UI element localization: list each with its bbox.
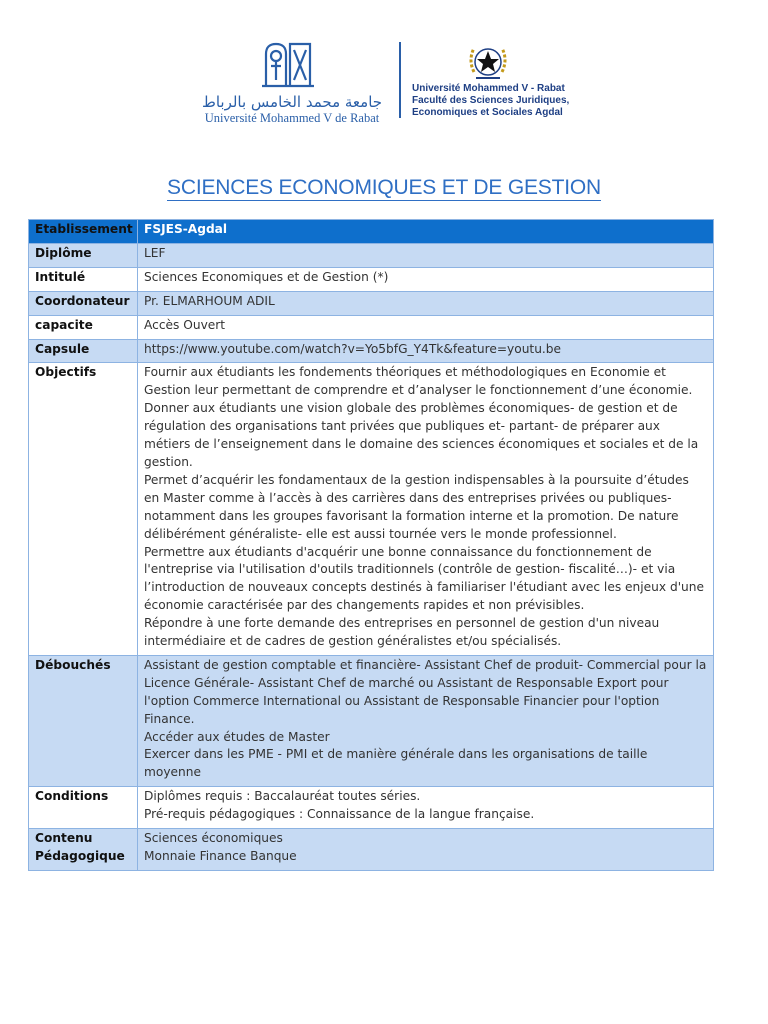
row-value — [138, 267, 714, 291]
row-value — [138, 220, 714, 244]
row-paragraph: Sciences économiques — [144, 831, 283, 846]
letterhead — [0, 36, 768, 126]
french-university-name: Université Mohammed V de Rabat — [204, 111, 380, 125]
table-row — [29, 363, 714, 656]
row-label: Conditions — [29, 787, 138, 829]
institution-name — [412, 83, 569, 119]
row-value — [138, 655, 714, 786]
arabic-university-name: جامعة محمد الخامس بالرباط — [201, 93, 383, 111]
institution-line: Faculté des Sciences Juridiques, — [412, 95, 570, 106]
row-paragraph: Permet d’acquérir les fondamentaux de la gestion indispensables à la poursuite d’études en Master comme à l’accès à des carrières dans des entreprises privées ou publiques- notamment dans les groupes favorisant la formation interne et la promotion. De nature délibérément généraliste- elle est aussi tournée vers le monde professionnel. — [144, 472, 689, 541]
faculty-emblem-icon — [466, 42, 510, 84]
row-paragraph: Accéder aux études de Master — [144, 729, 330, 744]
table-row — [29, 655, 714, 786]
row-paragraph: Exercer dans les PME - PMI et de manière générale dans les organisations de taille moyenne — [144, 747, 648, 780]
row-value — [138, 315, 714, 339]
row-paragraph: Permettre aux étudiants d'acquérir une bonne connaissance du fonctionnement de l'entreprise via l'utilisation d'outils traditionnels (contrôle de gestion- fiscalité…)- et via l’introduction de nouveaux concepts destinés à familiariser l'étudiant avec les enjeux d'une économie caractérisée par des changements rapides et non prévisibles. — [144, 544, 704, 613]
page-title: SCIENCES ECONOMIQUES ET DE GESTION — [167, 176, 601, 199]
row-label: Coordonateur — [29, 291, 138, 315]
table-row — [29, 220, 714, 244]
row-paragraph: Assistant de gestion comptable et financière- Assistant Chef de produit- Commercial pour la Licence Générale- Assistant Chef de marché ou Assistant de Responsable Export pour l'option Commerce International ou Assistant de Responsable Financier pour l'option Finance. — [144, 657, 707, 726]
row-label: capacite — [29, 315, 138, 339]
row-label: Etablissement — [29, 220, 138, 244]
row-label: Contenu Pédagogique — [29, 829, 138, 871]
row-value — [138, 243, 714, 267]
table-row — [29, 315, 714, 339]
program-info-table — [28, 219, 714, 871]
row-paragraph: Monnaie Finance Banque — [144, 849, 297, 863]
institution-line: Université Mohammed V - Rabat — [412, 83, 565, 94]
university-logo-icon — [260, 40, 316, 88]
header-divider — [399, 42, 401, 118]
table-row — [29, 291, 714, 315]
row-label: Débouchés — [29, 655, 138, 786]
row-paragraph: https://www.youtube.com/watch?v=Yo5bfG_Y4Tk&feature=youtu.be — [144, 341, 562, 356]
row-paragraph: Accès Ouvert — [144, 317, 226, 332]
row-value — [138, 339, 714, 363]
faculty-emblem — [466, 42, 510, 88]
row-label: Intitulé — [29, 267, 138, 291]
row-paragraph: Pré-requis pédagogiques : Connaissance de la langue française. — [144, 807, 535, 822]
table-row — [29, 787, 714, 829]
row-paragraph: Diplômes requis : Baccalauréat toutes séries. — [144, 789, 421, 804]
row-value — [138, 291, 714, 315]
page-title-wrap — [0, 176, 768, 200]
row-value — [138, 787, 714, 829]
row-label: Objectifs — [29, 363, 138, 656]
row-value — [138, 829, 714, 871]
row-value — [138, 363, 714, 656]
table-row — [29, 829, 714, 871]
row-label: Diplôme — [29, 243, 138, 267]
table-row — [29, 243, 714, 267]
table-row — [29, 267, 714, 291]
table-row — [29, 339, 714, 363]
row-paragraph: Donner aux étudiants une vision globale des problèmes économiques- de gestion et de régulation des organisations tant privées que publiques et- partant- de préparer aux métiers de l’enseignement dans le domaine des sciences économiques et sociales et de la gestion. — [144, 401, 699, 469]
row-paragraph: Répondre à une forte demande des entreprises en personnel de gestion d'un niveau intermédiaire et de cadres de gestion généralistes et/ou spécialisés. — [144, 616, 660, 649]
row-label: Capsule — [29, 339, 138, 363]
row-paragraph: FSJES-Agdal — [144, 222, 228, 236]
university-logo — [192, 40, 392, 126]
row-paragraph: Pr. ELMARHOUM ADIL — [144, 293, 275, 308]
institution-line: Economiques et Sociales Agdal — [412, 107, 563, 118]
row-paragraph: LEF — [144, 245, 166, 260]
row-paragraph: Sciences Economiques et de Gestion (*) — [144, 269, 389, 284]
row-paragraph: Fournir aux étudiants les fondements théoriques et méthodologiques en Economie et Gestion leur permettant de comprendre et d’analyser le fonctionnement d’une économie. — [144, 365, 693, 398]
